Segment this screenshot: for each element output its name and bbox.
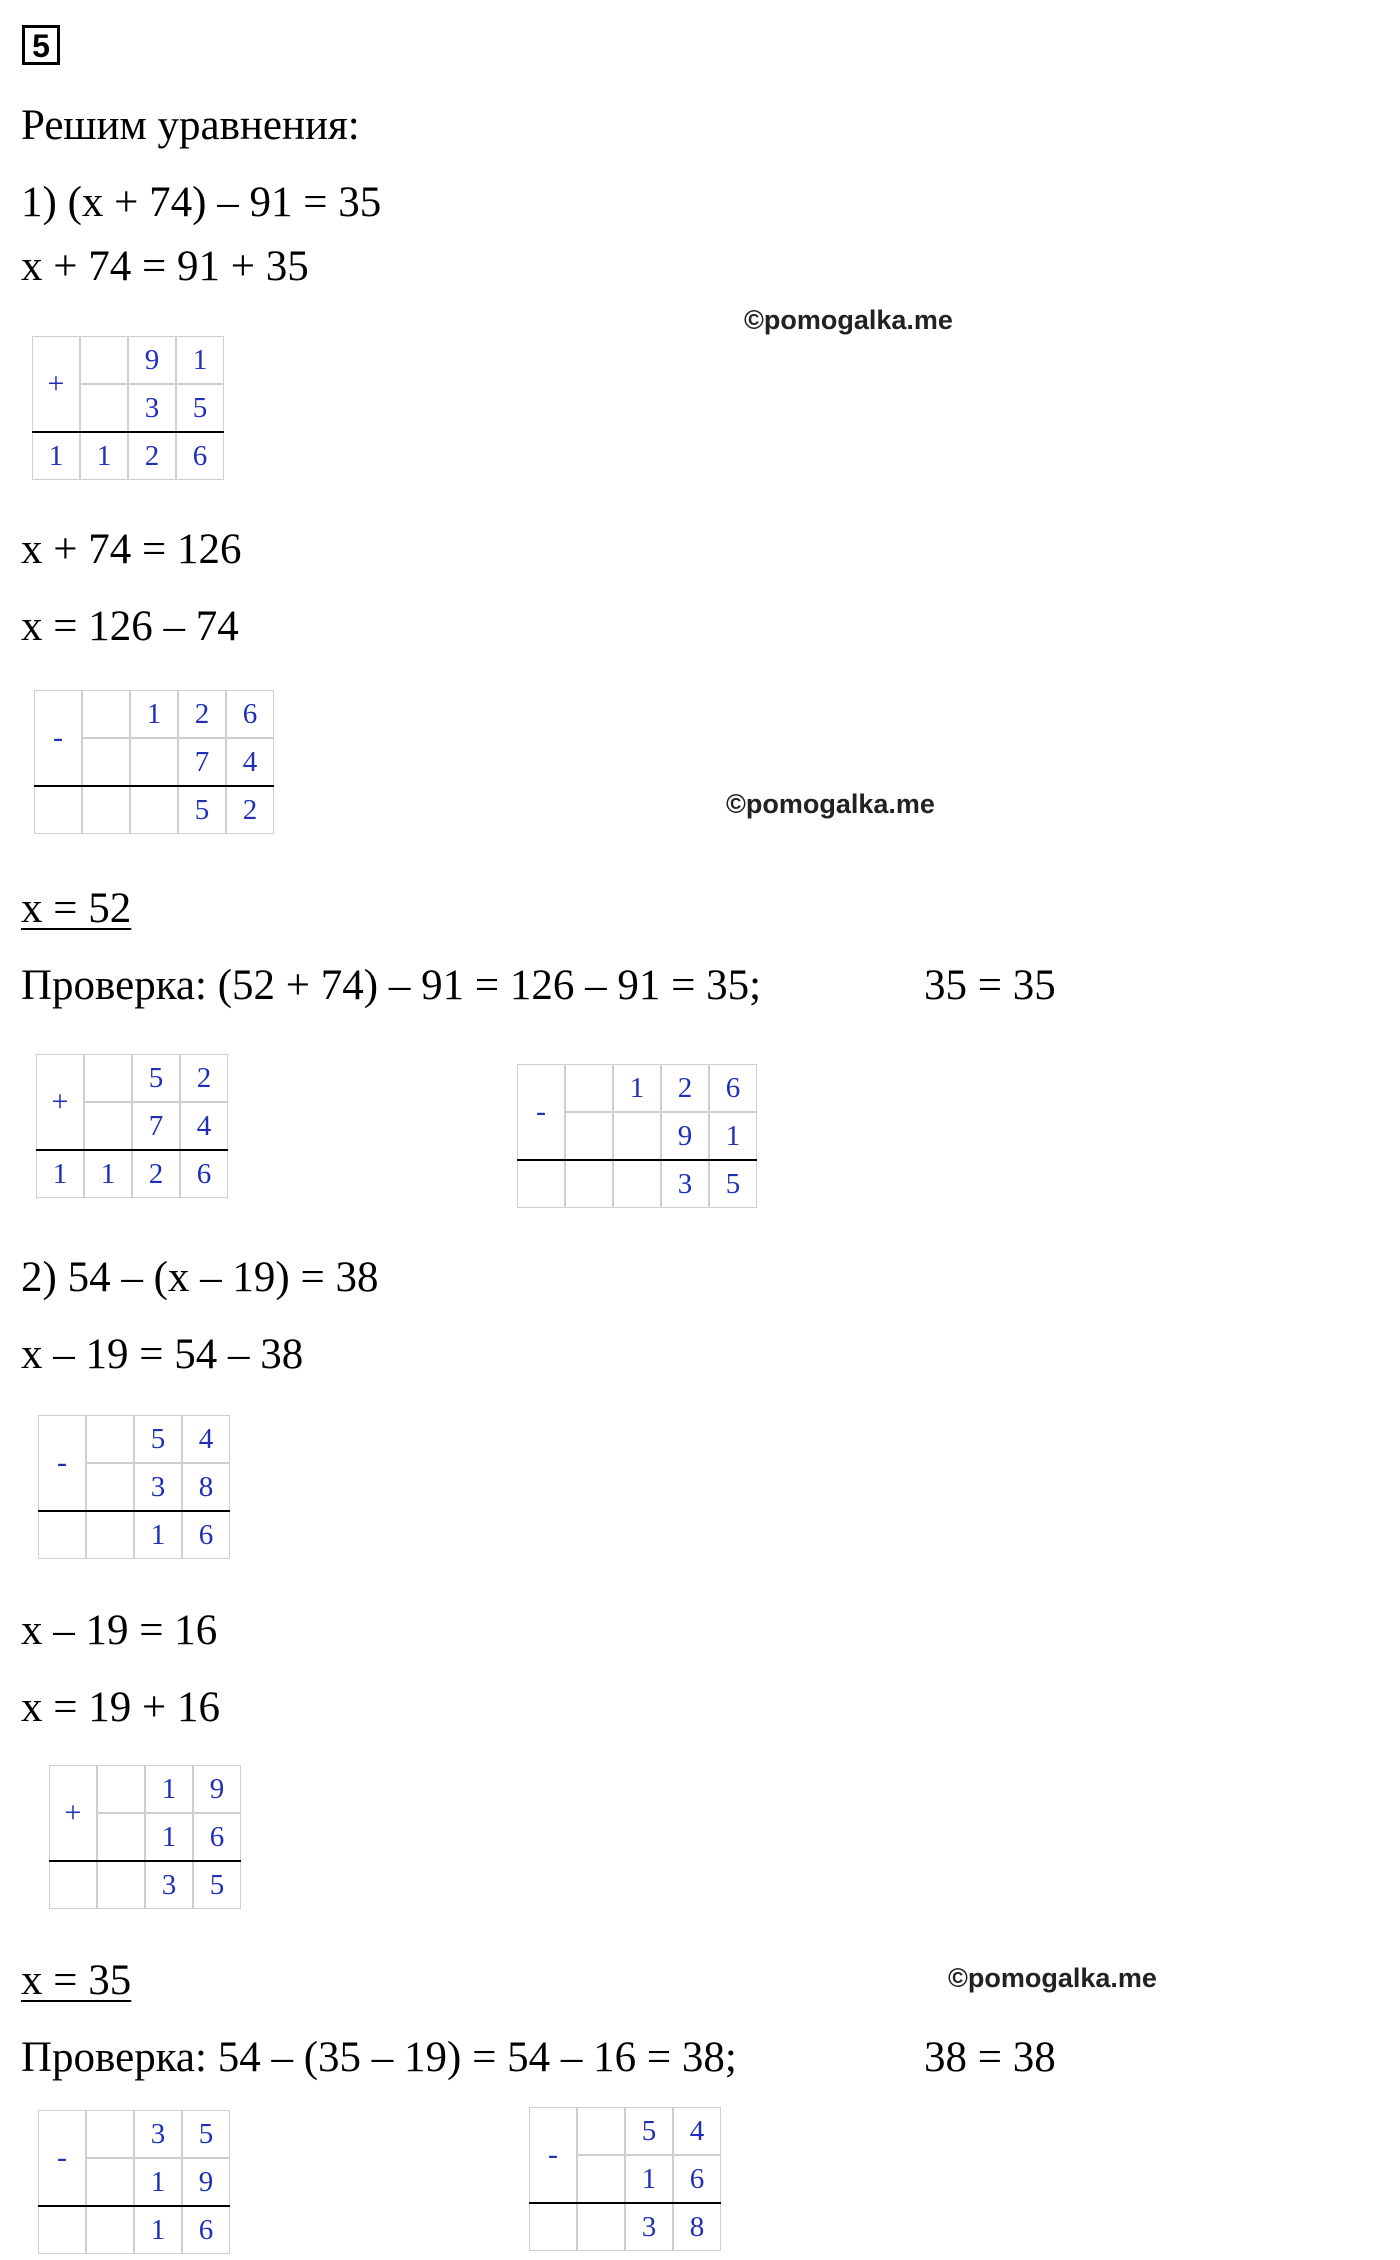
grid-cell — [38, 2206, 86, 2254]
digit-cell — [577, 2155, 625, 2203]
digit-cell — [86, 2158, 134, 2206]
digit-cell — [97, 1813, 145, 1861]
equation-1-step-2: x + 74 = 126 — [21, 526, 242, 573]
digit-cell — [86, 2206, 134, 2254]
column-addition-check-1 — [36, 1054, 228, 1198]
task-number-badge: 5 — [22, 25, 60, 65]
digit-cell: 5 — [193, 1861, 241, 1909]
digit-cell: 6 — [176, 432, 224, 480]
digit-cell — [97, 1765, 145, 1813]
equation-1-step-1: x + 74 = 91 + 35 — [21, 243, 309, 290]
digit-cell — [565, 1064, 613, 1112]
digit-cell: 5 — [134, 1415, 182, 1463]
digit-cell: 1 — [625, 2155, 673, 2203]
equation-1-check-result: 35 = 35 — [924, 962, 1056, 1009]
digit-cell: 3 — [128, 384, 176, 432]
digit-cell — [86, 1463, 134, 1511]
result-separator-line — [38, 2205, 230, 2207]
grid-cell — [529, 2203, 577, 2251]
grid-cell: 1 — [32, 432, 80, 480]
digit-cell: 2 — [180, 1054, 228, 1102]
digit-cell: 5 — [132, 1054, 180, 1102]
digit-cell — [84, 1102, 132, 1150]
result-separator-line — [49, 1860, 241, 1862]
digit-cell: 3 — [134, 2110, 182, 2158]
column-addition-2 — [49, 1765, 241, 1909]
equation-1: 1) (x + 74) – 91 = 35 — [21, 179, 382, 226]
result-separator-line — [38, 1510, 230, 1512]
digit-cell: 9 — [128, 336, 176, 384]
operator-sign: - — [38, 1415, 86, 1511]
digit-cell — [565, 1112, 613, 1160]
equation-1-step-3: x = 126 – 74 — [21, 603, 239, 650]
digit-cell — [613, 1112, 661, 1160]
digit-cell: 6 — [673, 2155, 721, 2203]
digit-cell: 6 — [182, 2206, 230, 2254]
digit-cell: 5 — [178, 786, 226, 834]
digit-cell: 3 — [145, 1861, 193, 1909]
digit-cell: 1 — [145, 1765, 193, 1813]
grid-cell — [517, 1160, 565, 1208]
watermark: ©pomogalka.me — [948, 1963, 1157, 1993]
equation-1-check: Проверка: (52 + 74) – 91 = 126 – 91 = 35; — [21, 962, 762, 1009]
column-subtraction-1 — [34, 690, 274, 834]
digit-cell — [80, 384, 128, 432]
digit-cell — [130, 786, 178, 834]
digit-cell — [86, 1511, 134, 1559]
equation-2-check: Проверка: 54 – (35 – 19) = 54 – 16 = 38; — [21, 2034, 737, 2081]
operator-sign: - — [517, 1064, 565, 1160]
digit-cell: 7 — [178, 738, 226, 786]
digit-cell: 4 — [226, 738, 274, 786]
watermark: ©pomogalka.me — [726, 789, 935, 819]
digit-cell: 9 — [193, 1765, 241, 1813]
operator-sign: + — [36, 1054, 84, 1150]
digit-cell: 5 — [625, 2107, 673, 2155]
digit-cell: 4 — [673, 2107, 721, 2155]
column-subtraction-check-1 — [517, 1064, 757, 1208]
digit-cell: 1 — [84, 1150, 132, 1198]
digit-cell: 4 — [180, 1102, 228, 1150]
digit-cell: 3 — [134, 1463, 182, 1511]
digit-cell — [82, 690, 130, 738]
watermark: ©pomogalka.me — [744, 305, 953, 335]
digit-cell: 6 — [193, 1813, 241, 1861]
result-separator-line — [34, 785, 274, 787]
column-subtraction-check-2b — [529, 2107, 721, 2251]
digit-cell: 1 — [134, 2158, 182, 2206]
column-addition-1 — [32, 336, 224, 480]
digit-cell: 1 — [145, 1813, 193, 1861]
digit-cell: 8 — [673, 2203, 721, 2251]
equation-2-step-2: x – 19 = 16 — [21, 1607, 218, 1654]
equation-1-answer: x = 52 — [21, 885, 132, 932]
digit-cell: 7 — [132, 1102, 180, 1150]
digit-cell — [577, 2203, 625, 2251]
digit-cell: 1 — [134, 1511, 182, 1559]
equation-2-check-result: 38 = 38 — [924, 2034, 1056, 2081]
digit-cell: 2 — [132, 1150, 180, 1198]
digit-cell — [82, 786, 130, 834]
digit-cell: 1 — [709, 1112, 757, 1160]
grid-cell: 1 — [36, 1150, 84, 1198]
column-subtraction-2 — [38, 1415, 230, 1559]
operator-sign: - — [529, 2107, 577, 2203]
digit-cell — [613, 1160, 661, 1208]
digit-cell — [577, 2107, 625, 2155]
digit-cell — [84, 1054, 132, 1102]
column-subtraction-check-2 — [38, 2110, 230, 2254]
equation-2-step-1: x – 19 = 54 – 38 — [21, 1331, 304, 1378]
digit-cell — [86, 1415, 134, 1463]
equation-2: 2) 54 – (x – 19) = 38 — [21, 1254, 379, 1301]
grid-cell — [38, 1511, 86, 1559]
digit-cell: 2 — [128, 432, 176, 480]
digit-cell: 8 — [182, 1463, 230, 1511]
result-separator-line — [36, 1149, 228, 1151]
result-separator-line — [529, 2202, 721, 2204]
digit-cell: 1 — [613, 1064, 661, 1112]
digit-cell: 5 — [709, 1160, 757, 1208]
result-separator-line — [32, 431, 224, 433]
digit-cell: 1 — [130, 690, 178, 738]
digit-cell: 2 — [226, 786, 274, 834]
digit-cell: 6 — [709, 1064, 757, 1112]
digit-cell: 2 — [178, 690, 226, 738]
operator-sign: - — [34, 690, 82, 786]
digit-cell: 4 — [182, 1415, 230, 1463]
digit-cell: 6 — [226, 690, 274, 738]
digit-cell — [86, 2110, 134, 2158]
digit-cell: 5 — [176, 384, 224, 432]
digit-cell: 9 — [182, 2158, 230, 2206]
digit-cell: 3 — [625, 2203, 673, 2251]
grid-cell — [34, 786, 82, 834]
operator-sign: + — [49, 1765, 97, 1861]
operator-sign: - — [38, 2110, 86, 2206]
digit-cell — [80, 336, 128, 384]
grid-cell — [49, 1861, 97, 1909]
digit-cell: 2 — [661, 1064, 709, 1112]
digit-cell: 1 — [134, 2206, 182, 2254]
digit-cell: 9 — [661, 1112, 709, 1160]
equation-2-step-3: x = 19 + 16 — [21, 1684, 221, 1731]
digit-cell: 6 — [180, 1150, 228, 1198]
digit-cell — [565, 1160, 613, 1208]
digit-cell — [97, 1861, 145, 1909]
digit-cell: 5 — [182, 2110, 230, 2158]
equation-2-answer: x = 35 — [21, 1957, 132, 2004]
operator-sign: + — [32, 336, 80, 432]
digit-cell: 1 — [176, 336, 224, 384]
digit-cell — [82, 738, 130, 786]
digit-cell: 6 — [182, 1511, 230, 1559]
digit-cell: 3 — [661, 1160, 709, 1208]
digit-cell: 1 — [80, 432, 128, 480]
digit-cell — [130, 738, 178, 786]
result-separator-line — [517, 1159, 757, 1161]
intro-text: Решим уравнения: — [21, 102, 360, 149]
